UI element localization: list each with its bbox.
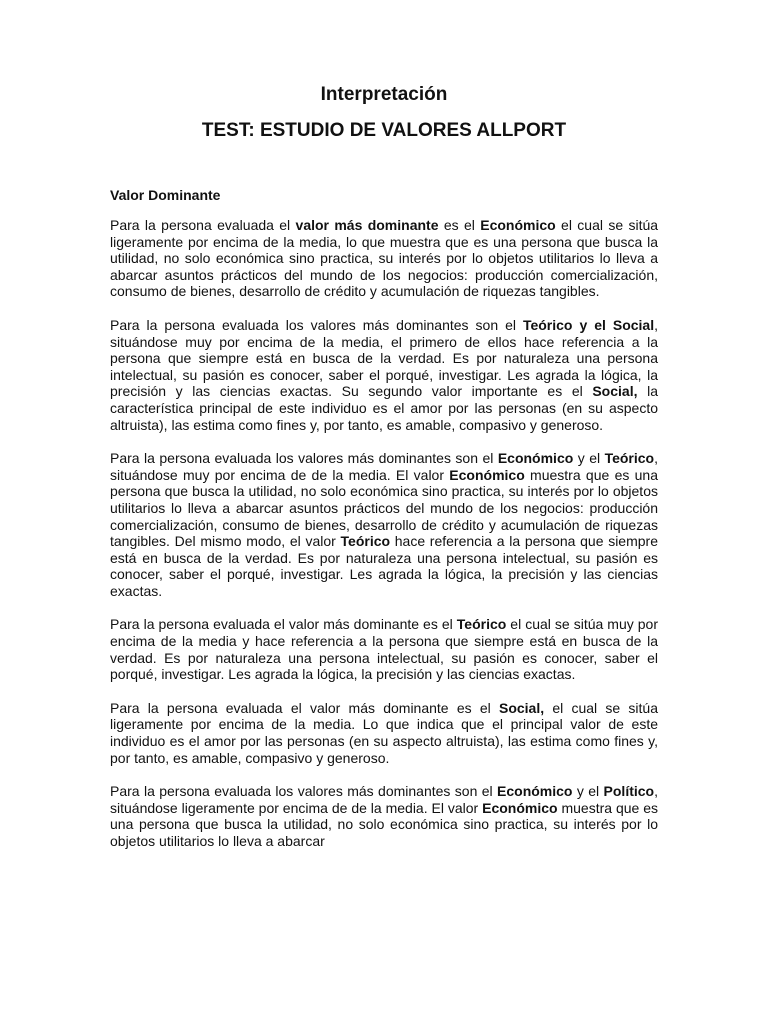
text-run: , situándose muy por encima de la media, el primero de ellos hace referencia a la persona que siempre está en busca de la verdad. Es por naturaleza una persona intelectual, su pasión es conocer, saber el porqué, investigar. Les agrada la lógica, la precisión y las ciencias exactas. Su segundo valor importante es el bbox=[110, 316, 658, 400]
bold-text-run: Teórico bbox=[340, 533, 391, 550]
text-run: , situándose muy por encima de de la media. El valor bbox=[110, 450, 658, 483]
text-run: Para la persona evaluada los valores más dominantes son el bbox=[110, 316, 523, 333]
bold-text-run: Económico bbox=[497, 783, 573, 800]
text-run: y el bbox=[572, 783, 604, 800]
paragraph-list bbox=[110, 217, 658, 850]
text-run: muestra que es una persona que busca la utilidad, no solo económica sino practica, su interés por lo objetos utilitarios lo lleva a abarcar bbox=[110, 799, 659, 849]
text-run: Para la persona evaluada el valor más dominante es el bbox=[110, 699, 499, 716]
bold-text-run: Económico bbox=[497, 450, 574, 467]
text-run: Para la persona evaluada el bbox=[110, 217, 296, 233]
bold-text-run: Económico bbox=[482, 799, 558, 816]
bold-text-run: Teórico bbox=[604, 450, 655, 467]
bold-text-run: Social, bbox=[592, 383, 638, 400]
bold-text-run: Político bbox=[603, 783, 655, 800]
text-run: el cual se sitúa muy por encima de la media y hace referencia a la persona que siempre está en busca de la verdad. Es por naturaleza una persona intelectual, su pasión es conocer, saber el porqué, investigar. Les agrada la lógica, la precisión y las ciencias exactas. bbox=[110, 616, 658, 683]
text-run: la característica principal de este individuo es el amor por las personas (en su aspecto altruista), las estima como fines y, por tanto, es amable, compasivo y generoso. bbox=[110, 383, 658, 433]
body-paragraph bbox=[110, 217, 658, 300]
text-run: el cual se sitúa ligeramente por encima de la media. Lo que indica que el principal valor de este individuo es el amor por las personas (en su aspecto altruista), las estima como fines y, por tanto, es amable, compasivo y generoso. bbox=[110, 699, 658, 766]
document-subtitle: TEST: ESTUDIO DE VALORES ALLPORT bbox=[201, 120, 567, 141]
body-paragraph bbox=[110, 700, 658, 766]
bold-text-run: Social, bbox=[498, 699, 545, 716]
text-run: hace referencia a la persona que siempre está en busca de la verdad. Es por naturaleza una persona intelectual, su pasión es conocer, saber el porqué, investigar. Les agrada la lógica, la precisión y las ciencias exactas. bbox=[110, 533, 658, 599]
bold-text-run: Teórico y el Social bbox=[522, 316, 655, 333]
bold-text-run: Económico bbox=[480, 217, 556, 233]
text-run: , situándose ligeramente por encima de de la media. El valor bbox=[110, 783, 658, 816]
text-run: Para la persona evaluada el valor más dominante es el bbox=[110, 616, 457, 633]
bold-text-run: Teórico bbox=[456, 616, 507, 633]
text-run: muestra que es una persona que busca la utilidad, no solo económica sino practica, su interés por lo objetos utilitarios lo lleva a abarcar asuntos prácticos del mundo de los negocios: producción comercialización, consumo de bienes, desarrollo de crédito y acumulación de riquezas tangibles. Del mismo modo, el valor bbox=[110, 466, 659, 550]
bold-text-run: Económico bbox=[449, 466, 525, 483]
body-paragraph bbox=[110, 616, 658, 682]
text-run: el cual se sitúa ligeramente por encima de la media, lo que muestra que es una persona que busca la utilidad, no solo económica sino practica, su interés por lo objetos utilitarios lo lleva a abarcar asuntos prácticos del mundo de los negocios: producción comercialización, consumo de bienes, desarrollo de crédito y acumulación de riquezas tangibles. bbox=[110, 217, 659, 300]
body-paragraph bbox=[110, 783, 658, 849]
text-run: Para la persona evaluada los valores más dominantes son el bbox=[110, 783, 498, 800]
body-paragraph bbox=[110, 317, 658, 433]
document-title: Interpretación bbox=[320, 84, 448, 105]
text-run: es el bbox=[438, 217, 481, 233]
bold-text-run: valor más dominante bbox=[295, 217, 439, 233]
text-run: y el bbox=[573, 450, 605, 467]
section-heading: Valor Dominante bbox=[110, 187, 221, 203]
body-paragraph bbox=[110, 450, 658, 599]
document-page bbox=[110, 84, 658, 850]
text-run: Para la persona evaluada los valores más dominantes son el bbox=[110, 450, 498, 467]
